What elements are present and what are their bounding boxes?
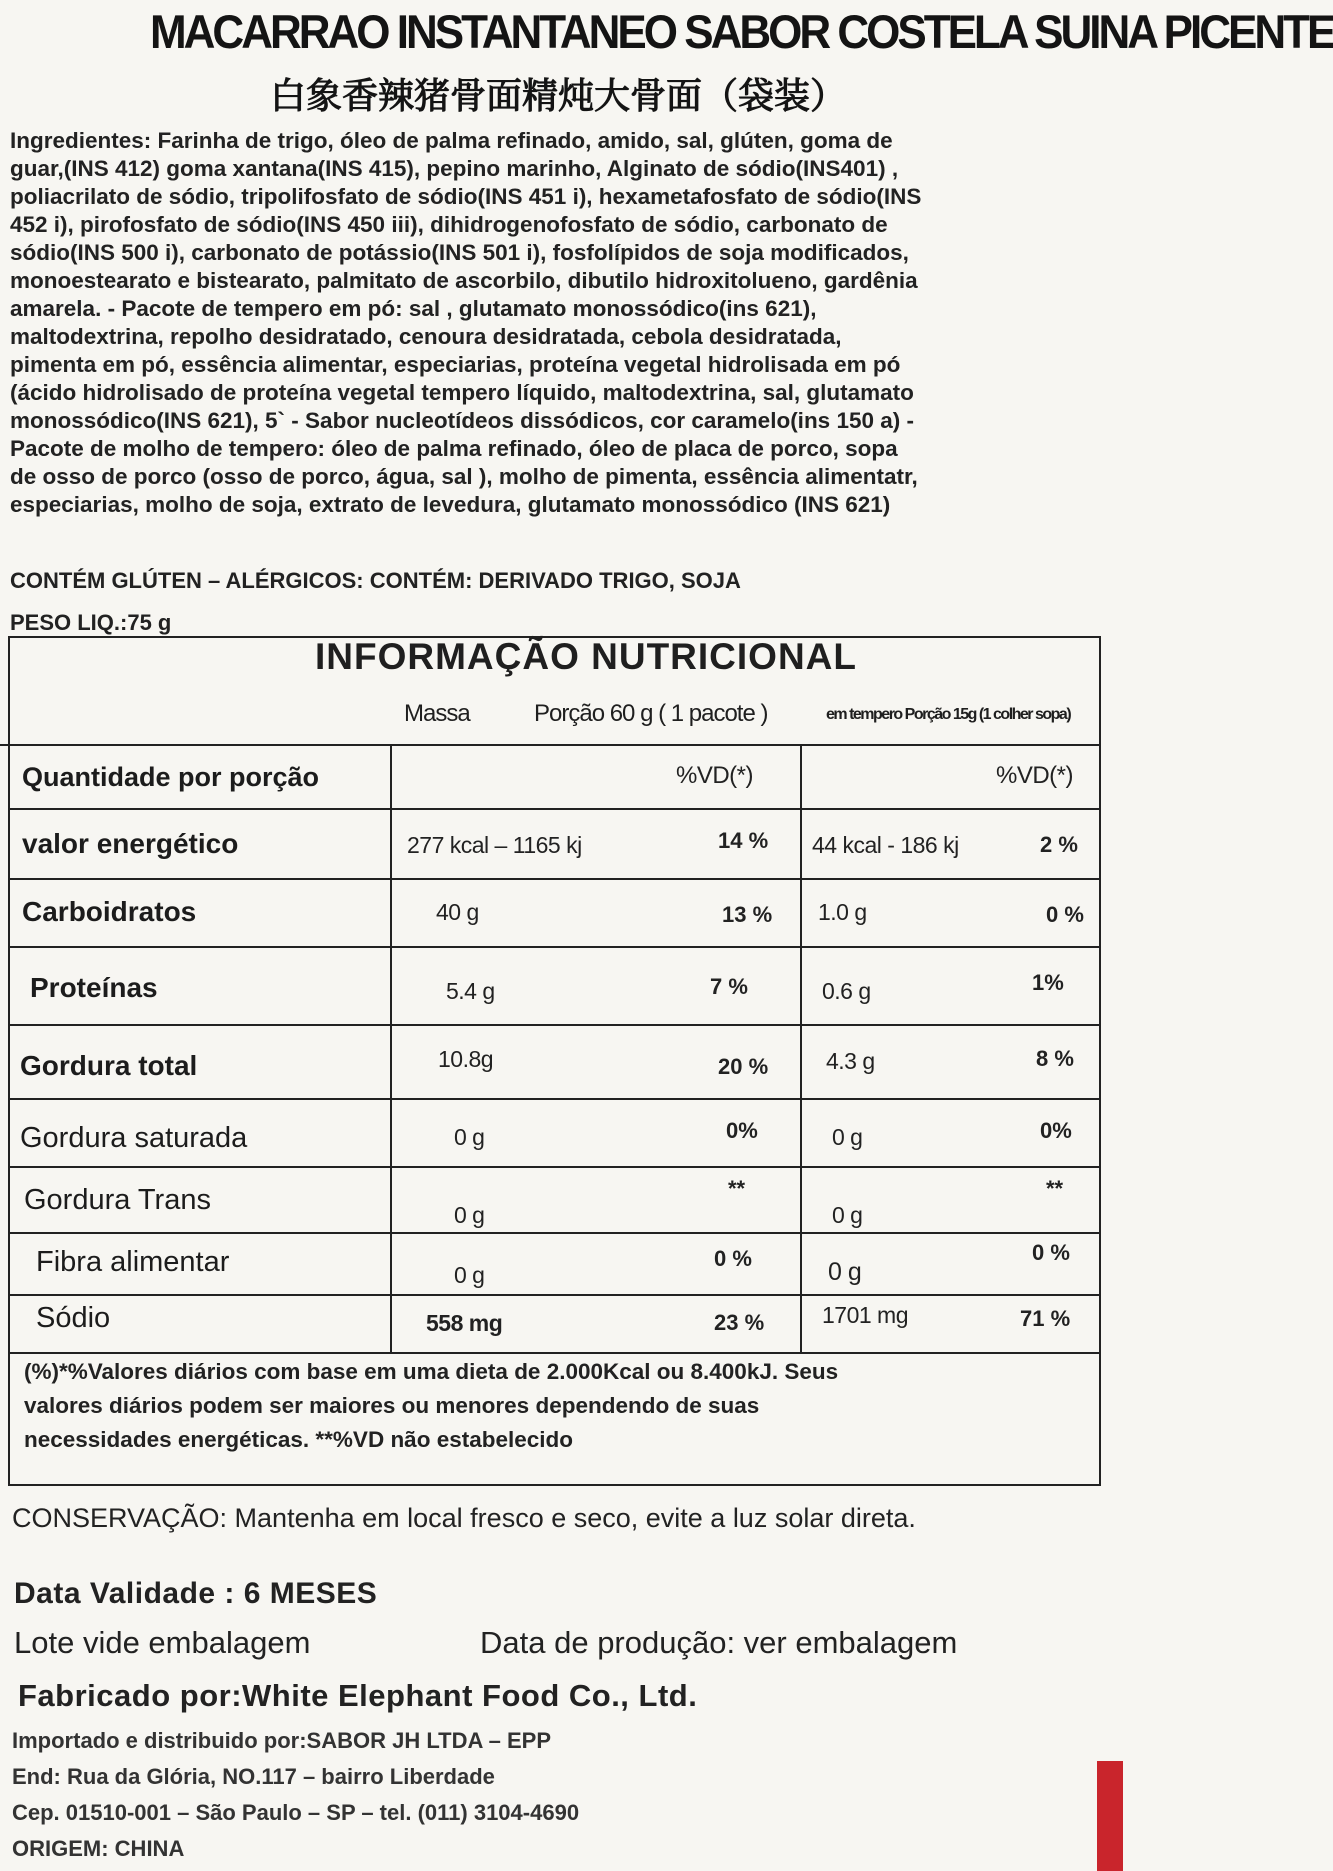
production-date-info: Data de produção: ver embalagem [480, 1625, 958, 1660]
footnote-line: necessidades energéticas. **%VD não estabelecido [24, 1427, 573, 1452]
shelf-life: Data Validade : 6 MESES [14, 1577, 378, 1610]
nutrient-label: Proteínas [30, 972, 158, 1003]
ingredients-line: 452 i), pirofosfato de sódio(INS 450 iii), dihidrogenofosfato de sódio, carbonato de [10, 212, 888, 237]
nutrition-grid [0, 744, 1100, 1354]
row-divider [8, 878, 1101, 880]
ingredients-line: amarela. - Pacote de tempero em pó: sal , glutamato monossódico(ins 621), [10, 296, 817, 321]
ingredients-line: pimenta em pó, essência alimentar, especiarias, proteína vegetal hidrolisada em pó [10, 352, 901, 377]
vd-header-tempero: %VD(*) [996, 762, 1074, 789]
row-divider [8, 1352, 1101, 1354]
nutrient-value-tempero: 0.6 g [822, 978, 871, 1004]
storage-instructions: CONSERVAÇÃO: Mantenha em local fresco e seco, evite a luz solar direta. [12, 1503, 916, 1533]
nutrient-vd-tempero: 0 % [1046, 902, 1084, 927]
product-title-chinese: 白象香辣猪骨面精炖大骨面（袋装） [270, 76, 847, 117]
nutrition-footnote [24, 1355, 1094, 1457]
nutrient-value-massa: 558 mg [426, 1310, 503, 1336]
nutrient-value-tempero: 0 g [832, 1124, 863, 1150]
nutrient-label: Sódio [36, 1302, 111, 1334]
column-header-tempero: em tempero Porção 15g (1 colher sopa) [826, 706, 1071, 723]
nutrient-vd-tempero: 2 % [1040, 832, 1078, 857]
origin-line: ORIGEM: CHINA [12, 1836, 185, 1861]
nutrient-vd-tempero: 71 % [1020, 1306, 1071, 1331]
nutrient-label: Gordura Trans [24, 1184, 211, 1216]
nutrient-vd-massa: 23 % [714, 1310, 765, 1335]
ingredients-line: Pacote de molho de tempero: óleo de palma refinado, óleo de placa de porco, sopa [10, 436, 898, 461]
ingredients-label: Ingredientes: [10, 128, 152, 153]
nutrient-vd-massa: ** [728, 1176, 746, 1201]
nutrient-value-massa: 277 kcal – 1165 kj [407, 832, 582, 858]
column-divider [390, 744, 392, 1352]
nutrient-label: valor energético [22, 828, 239, 859]
batch-info: Lote vide embalagem [14, 1625, 311, 1660]
nutrient-vd-massa: 14 % [718, 828, 769, 853]
ingredients-line: especiarias, molho de soja, extrato de levedura, glutamato monossódico (INS 621) [10, 492, 891, 517]
importer-line: Importado e distribuido por:SABOR JH LTDA – EPP [12, 1728, 552, 1753]
package-red-edge [1097, 1761, 1123, 1871]
ingredients-line: guar,(INS 412) goma xantana(INS 415), pepino marinho, Alginato de sódio(INS401) , [10, 156, 899, 181]
nutrient-value-massa: 0 g [454, 1262, 485, 1288]
postal-phone-line: Cep. 01510-001 – São Paulo – SP – tel. (011) 3104-4690 [12, 1800, 580, 1825]
ingredients-line: sódio(INS 500 i), carbonato de potássio(INS 501 i), fosfolípidos de soja modificados, [10, 240, 909, 265]
ingredients-line: monossódico(INS 621), 5` - Sabor nucleotídeos dissódicos, cor caramelo(ins 150 a) - [10, 408, 914, 433]
nutrient-value-massa: 10.8g [438, 1046, 494, 1072]
row-divider [8, 808, 1101, 810]
nutrient-value-tempero: 1.0 g [818, 899, 867, 925]
column-divider [800, 744, 802, 1352]
row-divider [8, 1024, 1101, 1026]
row-divider [8, 1294, 1101, 1296]
ingredients-line: de osso de porco (osso de porco, água, sal ), molho de pimenta, essência alimentatr, [10, 464, 918, 489]
nutrient-label: Gordura total [20, 1050, 198, 1081]
nutrient-value-tempero: 4.3 g [826, 1048, 875, 1074]
nutrient-vd-tempero: 0 % [1032, 1240, 1070, 1265]
nutrient-value-massa: 0 g [454, 1202, 485, 1228]
row-divider [0, 744, 1100, 746]
nutrient-label: Gordura saturada [20, 1122, 248, 1154]
nutrient-value-tempero: 44 kcal - 186 kj [812, 832, 959, 858]
column-header-massa: Massa [404, 700, 470, 727]
ingredients-block [10, 127, 1110, 519]
ingredients-line: poliacrilato de sódio, tripolifosfato de sódio(INS 451 i), hexametafosfato de sódio(INS [10, 184, 922, 209]
nutrient-value-massa: 40 g [436, 899, 479, 925]
ingredients-line: maltodextrina, repolho desidratado, cenoura desidratada, cebola desidratada, [10, 324, 842, 349]
nutrient-vd-tempero: ** [1046, 1176, 1064, 1201]
footnote-line: valores diários podem ser maiores ou menores dependendo de suas [24, 1393, 760, 1418]
nutrient-value-massa: 5.4 g [446, 978, 495, 1004]
nutrient-value-tempero: 1701 mg [822, 1302, 909, 1328]
nutrient-vd-tempero: 0% [1040, 1118, 1072, 1143]
nutrient-label: Carboidratos [22, 896, 197, 927]
nutrient-vd-tempero: 1% [1032, 970, 1064, 995]
nutrient-vd-massa: 0 % [714, 1246, 752, 1271]
quantity-per-portion-label: Quantidade por porção [22, 762, 320, 792]
ingredients-line: monoestearato e bistearato, palmitato de ascorbilo, dibutilo hidroxitolueno, gardênia [10, 268, 918, 293]
nutrient-value-tempero: 0 g [828, 1258, 862, 1286]
address-line: End: Rua da Glória, NO.117 – bairro Liberdade [12, 1764, 495, 1789]
nutrient-vd-massa: 7 % [710, 974, 748, 999]
product-title-portuguese: MACARRAO INSTANTANEO SABOR COSTELA SUINA PICENTE [150, 6, 1333, 59]
ingredients-line: (ácido hidrolisado de proteína vegetal tempero líquido, maltodextrina, sal, glutamato [10, 380, 914, 405]
column-header-porcao: Porção 60 g ( 1 pacote ) [534, 700, 768, 727]
nutrition-title: INFORMAÇÃO NUTRICIONAL [315, 636, 858, 677]
manufacturer: Fabricado por:White Elephant Food Co., Ltd. [18, 1678, 698, 1713]
nutrient-vd-massa: 13 % [722, 902, 773, 927]
ingredients-line: Farinha de trigo, óleo de palma refinado, amido, sal, glúten, goma de [151, 128, 893, 153]
nutrient-value-tempero: 0 g [832, 1202, 863, 1228]
vd-header: %VD(*) [676, 762, 754, 789]
row-divider [8, 1098, 1101, 1100]
row-divider [8, 1166, 1101, 1168]
row-divider [8, 1232, 1101, 1234]
row-divider [8, 946, 1101, 948]
allergen-statement: CONTÉM GLÚTEN – ALÉRGICOS: CONTÉM: DERIVADO TRIGO, SOJA [10, 568, 741, 593]
footnote-line: (%)*%Valores diários com base em uma dieta de 2.000Kcal ou 8.400kJ. Seus [24, 1359, 839, 1384]
net-weight: PESO LIQ.:75 g [10, 610, 172, 635]
nutrient-vd-massa: 20 % [718, 1054, 769, 1079]
nutrient-vd-massa: 0% [726, 1118, 758, 1143]
nutrient-vd-tempero: 8 % [1036, 1046, 1074, 1071]
nutrient-value-massa: 0 g [454, 1124, 485, 1150]
nutrient-label: Fibra alimentar [36, 1246, 230, 1278]
